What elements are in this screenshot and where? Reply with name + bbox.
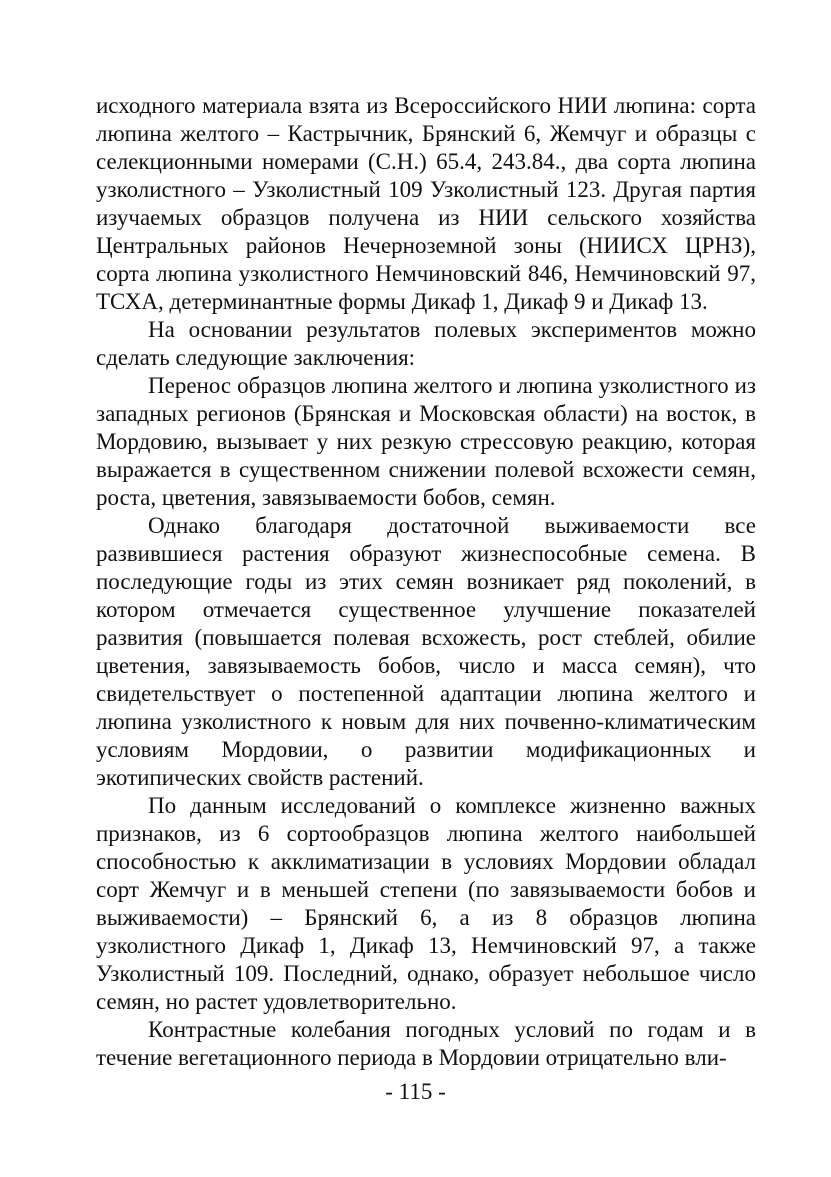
paragraph-weather: Контрастные колебания погодных условий по годам и в течение вегетационного периода в Мордовии отрицательно вли- bbox=[96, 1017, 756, 1070]
paragraph-adaptation: Однако благодаря достаточной выживаемости все развившиеся растения образуют жизнеспособные семена. В последующие годы из этих семян возникает ряд поколений, в котором отмечается существенное улучшение показателей развития (повышается полевая всхожесть, рост стеблей, обилие цветения, завязываемость бобов, число и масса семян), что свидетельствует о постепенной адаптации люпина желтого и люпина узколистного к новым для них почвенно-климатическим условиям Мордовии, о развитии модификационных и экотипических свойств растений. bbox=[96, 513, 756, 790]
paragraph-transfer-stress: Перенос образцов люпина желтого и люпина узколистного из западных регионов (Брянская и Московская области) на восток, в Мордовию, вызывает у них резкую стрессовую реакцию, которая выражается в существенном снижении полевой всхожести семян, роста, цветения, завязываемости бобов, семян. bbox=[96, 373, 756, 510]
paragraph-conclusions-intro: На основании результатов полевых экспериментов можно сделать следующие заключения: bbox=[96, 317, 756, 370]
paragraph-acclimatization: По данным исследований о комплексе жизненно важных признаков, из 6 сортообразцов люпина желтого наибольшей способностью к акклиматизации в условиях Мордовии обладал сорт Жемчуг и в меньшей степени (по завязываемости бобов и выживаемости) – Брянский 6, а из 8 образцов люпина узколистного Дикаф 1, Дикаф 13, Немчиновский 97, а также Узколистный 109. Последний, однако, образует небольшое число семян, но растет удовлетворительно. bbox=[96, 793, 756, 1014]
document-page bbox=[96, 92, 756, 1072]
page-number: - 115 - bbox=[385, 1079, 446, 1104]
paragraph-continuation: исходного материала взята из Всероссийского НИИ люпина: сорта люпина желтого – Кастрычник, Брянский 6, Жемчуг и образцы с селекционными номерами (С.Н.) 65.4, 243.84., два сорта люпина узколистного – Узколистный 109 Узколистный 123. Другая партия изучаемых образцов получена из НИИ сельского хозяйства Центральных районов Нечерноземной зоны (НИИСХ ЦРНЗ), сорта люпина узколистного Немчиновский 846, Немчиновский 97, ТСХА, детерминантные формы Дикаф 1, Дикаф 9 и Дикаф 13. bbox=[96, 93, 756, 314]
